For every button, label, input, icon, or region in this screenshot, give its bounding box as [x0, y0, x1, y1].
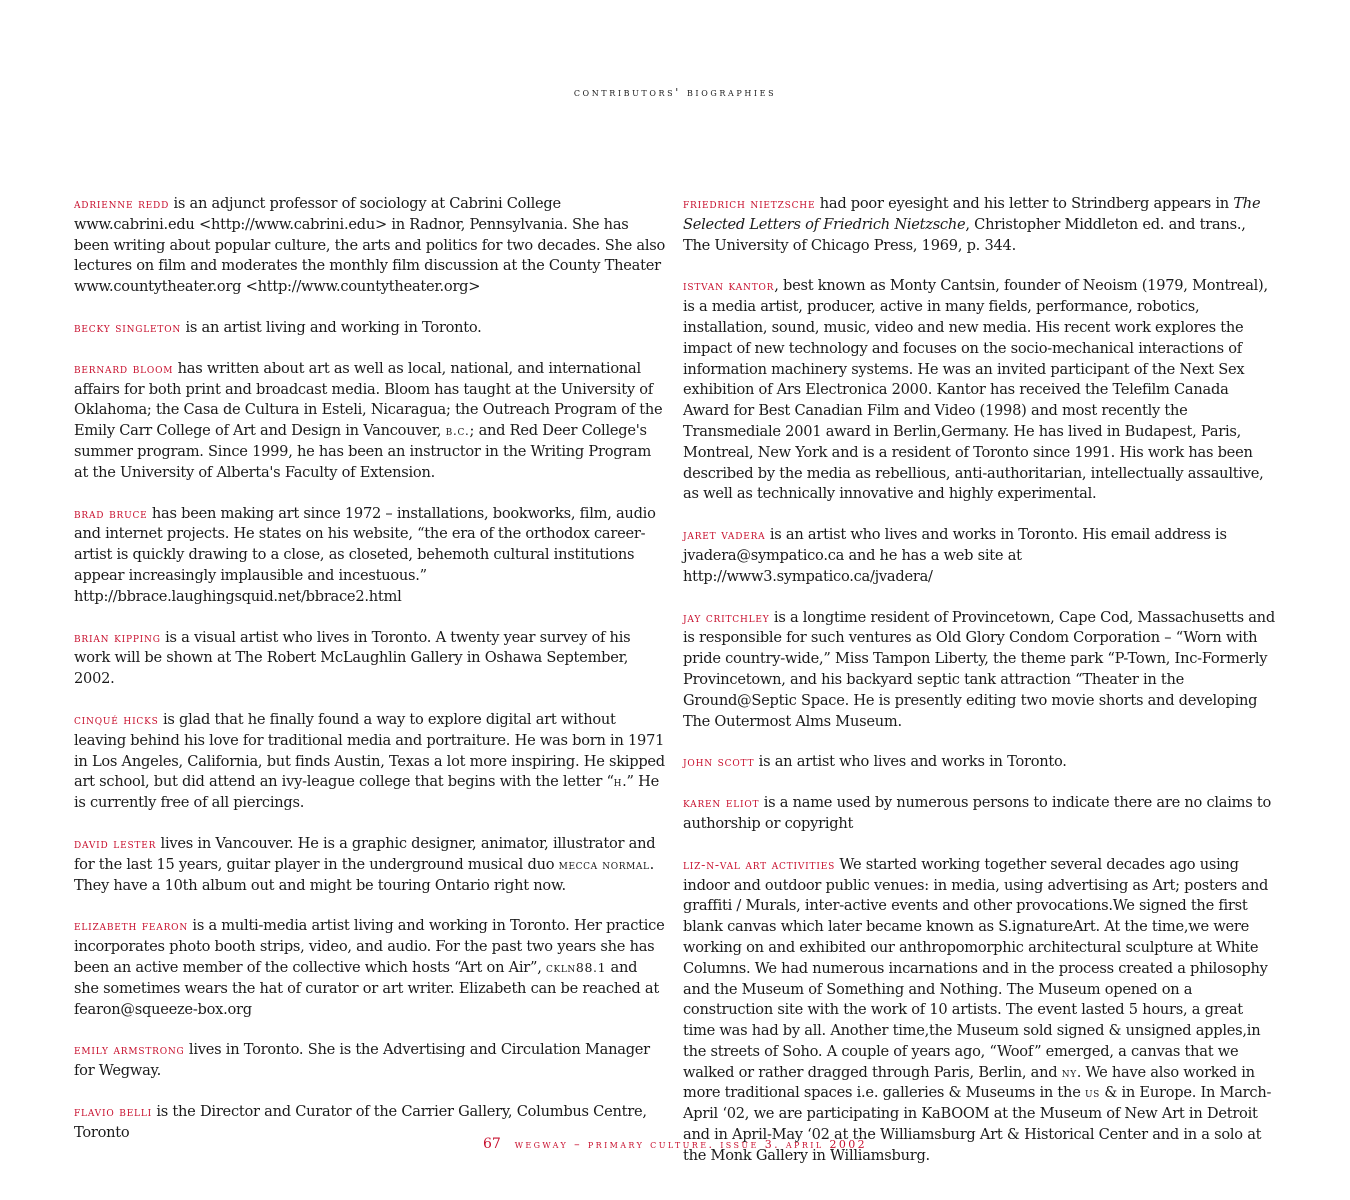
right-column — [683, 194, 1275, 1187]
journal-citation: wegway – primary culture. issue 3. april 2002 — [514, 1138, 868, 1151]
contributor-name: karen eliot — [683, 795, 760, 811]
contributor-name: jaret vadera — [683, 527, 766, 543]
bio-david-lester: david lester lives in Vancouver. He is a graphic designer, animator, illustrator and for the last 15 years, guitar player in the underground musical duo mecca normal. They have a 10th album out and might be touring Ontario right now. — [74, 834, 656, 894]
bio-brian-kipping: brian kipping is a visual artist who lives in Toronto. A twenty year survey of his work will be shown at The Robert McLaughlin Gallery in Oshawa September, 2002. — [74, 628, 631, 688]
running-head: contributors' biographies — [573, 86, 777, 99]
bio-john-scott: john scott is an artist who lives and works in Toronto. — [683, 753, 1067, 771]
bio-bernard-bloom: bernard bloom has written about art as well as local, national, and international affairs for both print and broadcast media. Bloom has taught at the University of Oklahoma; the Casa de Cultura in Esteli, Nicaragua; the Outreach Program of the Emily Carr College of Art and Design in Vancouver, b.c.; and Red Deer College's summer program. Since 1999, he has been an instructor in the Writing Program at the University of Alberta's Faculty of Extension. — [74, 359, 663, 481]
bio-brad-bruce: brad bruce has been making art since 1972 – installations, bookworks, film, audio and internet projects. He states on his website, “the era of the orthodox career-artist is quickly drawing to a close, as closeted, behemoth cultural institutions appear increasingly implausible and incestuous.” http://bbrace.laughingsquid.net/bbrace2.html — [74, 504, 656, 605]
contributor-name: david lester — [74, 835, 157, 851]
bio-istvan-kantor: istvan kantor, best known as Monty Cantsin, founder of Neoism (1979, Montreal), is a media artist, producer, active in many fields, performance, robotics, installation, sound, music, video and new media. His recent work explores the impact of new technology and focuses on the socio-mechanical interactions of information machinery systems. He was an invited participant of the Next Sex exhibition of Ars Electronica 2000. Kantor has received the Telefilm Canada Award for Best Canadian Film and Video (1998) and most recently the Transmediale 2001 award in Berlin,Germany. He has lived in Budapest, Paris, Montreal, New York and is a resident of Toronto since 1991. His work has been described by the media as rebellious, anti-authoritarian, intellectually assaultive, as well as technically innovative and highly experimental. — [683, 277, 1268, 503]
contributor-name: emily armstrong — [74, 1042, 185, 1058]
bio-karen-eliot: karen eliot is a name used by numerous persons to indicate there are no claims to authorship or copyright — [683, 794, 1272, 832]
bio-friedrich-nietzsche: friedrich nietzsche had poor eyesight and his letter to Strindberg appears in The Selected Letters of Friedrich Nietzsche, Christopher Middleton ed. and trans., The University of Chicago Press, 1969, p. 344. — [683, 195, 1261, 254]
contributor-name: istvan kantor — [683, 278, 775, 294]
bio-adrienne-redd: adrienne redd is an adjunct professor of sociology at Cabrini College www.cabrini.edu <http://www.cabrini.edu> in Radnor, Pennsylvania. She has been writing about popular culture, the arts and politics for two decades. She also lectures on film and moderates the monthly film discussion at the County Theater www.countytheater.org <http://www.countytheater.org> — [74, 195, 666, 296]
contributor-name: flavio belli — [74, 1103, 152, 1119]
contributor-name: cinqué hicks — [74, 711, 159, 727]
bio-becky-singleton: becky singleton is an artist living and working in Toronto. — [74, 318, 482, 336]
page-footer — [0, 1136, 1350, 1152]
contributor-name: jay critchley — [683, 609, 770, 625]
bio-cinque-hicks: cinqué hicks is glad that he finally found a way to explore digital art without leaving behind his love for traditional media and portraiture. He was born in 1971 in Los Angeles, California, but finds Austin, Texas a lot more inspiring. He skipped art school, but did attend an ivy-league college that begins with the letter “h.” He is currently free of all piercings. — [74, 710, 665, 812]
contributor-name: brad bruce — [74, 505, 148, 521]
bio-flavio-belli: flavio belli is the Director and Curator of the Carrier Gallery, Columbus Centre, Toronto — [74, 1102, 647, 1141]
bio-jaret-vadera: jaret vadera is an artist who lives and works in Toronto. His email address is jvadera@sympatico.ca and he has a web site at http://www3.sympatico.ca/jvadera/ — [683, 526, 1227, 585]
bio-elizabeth-fearon: elizabeth fearon is a multi-media artist living and working in Toronto. Her practice incorporates photo booth strips, video, and audio. For the past two years she has been an active member of the collective which hosts “Art on Air”, ckln88.1 and she sometimes wears the hat of curator or art writer. Elizabeth can be reached at fearon@squeeze-box.org — [74, 917, 665, 1018]
contributor-name: brian kipping — [74, 629, 161, 645]
contributor-name: liz-n-val art activities — [683, 856, 836, 872]
contributor-name: john scott — [683, 754, 755, 770]
contributor-name: friedrich nietzsche — [683, 196, 816, 211]
contributor-name: adrienne redd — [74, 196, 170, 211]
page-number: 67 — [482, 1136, 501, 1152]
bio-liz-n-val: liz-n-val art activities We started working together several decades ago using indoor and outdoor public venues: in media, using advertising as Art; posters and graffiti / Murals, inter-active events and other provocations.We signed the first blank canvas which later became known as S.ignatureArt. At the time,we were working on and exhibited our anthropomorphic architectural sculpture at White Columns. We had numerous incarnations and in the process created a philosophy and the Museum of Something and Nothing. The Museum opened on a construction site with the work of 10 artists. The event lasted 5 hours, a great time was had by all. Another time,the Museum sold signed & unsigned apples,in the streets of Soho. A couple of years ago, “Woof” emerged, a canvas that we walked or rather dragged through Paris, Berlin, and ny. We have also worked in more traditional spaces i.e. galleries & Museums in the us & in Europe. In March-April ‘02, we are participating in KaBOOM at the Museum of New Art in Detroit and in April-May ‘02 at the Williamsburg Art & Historical Center and in a solo at the Monk Gallery in Williamsburg. — [683, 855, 1272, 1164]
contributor-name: becky singleton — [74, 319, 182, 335]
left-column — [74, 194, 666, 1163]
contributor-name: elizabeth fearon — [74, 918, 189, 934]
bio-emily-armstrong: emily armstrong lives in Toronto. She is the Advertising and Circulation Manager for Wegway. — [74, 1041, 650, 1080]
contributor-name: bernard bloom — [74, 360, 174, 376]
bio-jay-critchley: jay critchley is a longtime resident of Provincetown, Cape Cod, Massachusetts and is responsible for such ventures as Old Glory Condom Corporation – “Worn with pride country-wide,” Miss Tampon Liberty, the theme park “P-Town, Inc-Formerly Provincetown, and his backyard septic tank attraction “Theater in the Ground@Septic Space. He is presently editing two movie shorts and developing The Outermost Alms Museum. — [683, 608, 1275, 730]
